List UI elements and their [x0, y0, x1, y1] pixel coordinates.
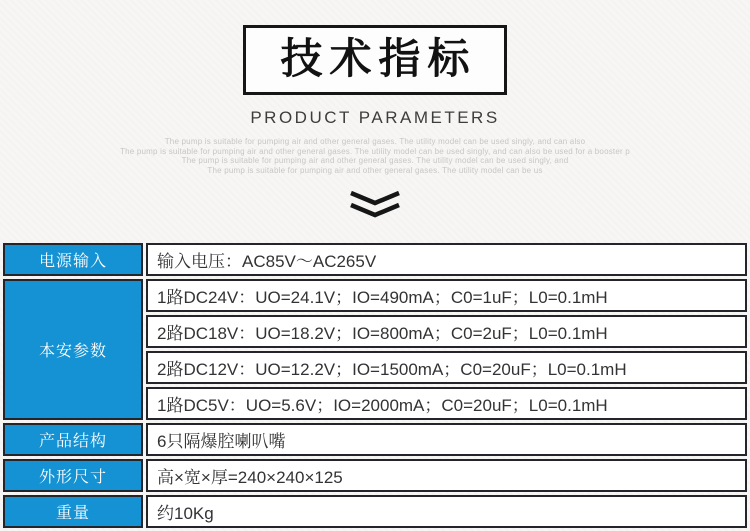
fine-print-block [0, 137, 750, 175]
parameters-table [0, 240, 750, 531]
row-label: 重量 [3, 495, 143, 528]
page-subtitle: PRODUCT PARAMETERS [250, 108, 500, 127]
row-label: 外形尺寸 [3, 459, 143, 492]
row-value: 2路DC12V：UO=12.2V；IO=1500mA；C0=20uF；L0=0.1mH [146, 351, 747, 384]
row-value: 1路DC24V：UO=24.1V；IO=490mA；C0=1uF；L0=0.1mH [146, 279, 747, 312]
fine-print-line: The pump is suitable for pumping air and other general gases. The utility model can be used singly, and can also [164, 137, 586, 146]
row-value: 6只隔爆腔喇叭嘴 [146, 423, 747, 456]
row-label: 电源输入 [3, 243, 143, 276]
row-label: 产品结构 [3, 423, 143, 456]
table-row [3, 495, 747, 528]
fine-print-line: The pump is suitable for pumping air and other general gases. The utility model can be used singly, and can also be used for a booster p [120, 146, 630, 156]
page-title: 技术指标 [280, 35, 477, 82]
row-value: 输入电压：AC85V～AC265V [146, 243, 747, 276]
double-chevron-down-icon [0, 190, 750, 220]
table-row [3, 279, 747, 312]
row-value: 约10Kg [146, 495, 747, 528]
fine-print-line: The pump is suitable for pumping air and other general gases. The utility model can be us [207, 165, 543, 175]
table-row [3, 459, 747, 492]
table-row [3, 423, 747, 456]
row-value: 1路DC5V：UO=5.6V；IO=2000mA；C0=20uF；L0=0.1mH [146, 387, 747, 420]
row-value: 2路DC18V：UO=18.2V；IO=800mA；C0=2uF；L0=0.1mH [146, 315, 747, 348]
table-row [3, 243, 747, 276]
row-value: 高×宽×厚=240×240×125 [146, 459, 747, 492]
section-title-box [243, 25, 507, 95]
page-header [0, 0, 750, 220]
row-label: 本安参数 [3, 279, 143, 420]
fine-print-line: The pump is suitable for pumping air and other general gases. The utility model can be used singly, and [181, 156, 569, 165]
